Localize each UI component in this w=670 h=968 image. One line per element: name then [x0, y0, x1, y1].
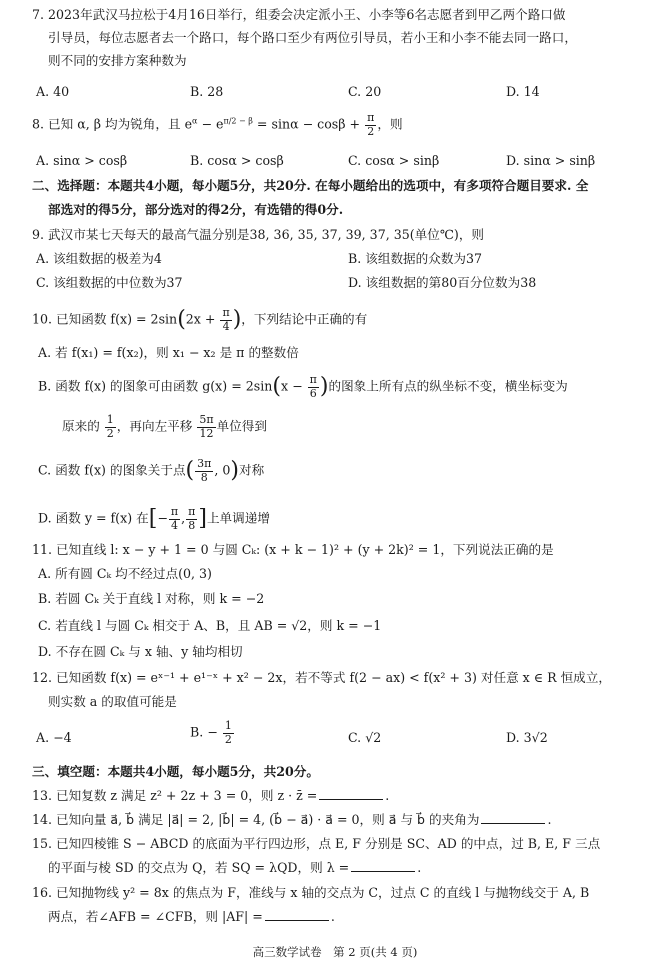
q12-b-a: B. − — [190, 724, 218, 740]
q8-prefix: 8. 已知 α, β 均为锐角，且 e — [32, 116, 193, 132]
section3-heading: 三、填空题：本题共4小题，每小题5分，共20分。 — [32, 764, 319, 779]
q10-b2-b: ，再向左平移 — [116, 418, 193, 434]
q10-b2-frac2-d: 12 — [199, 426, 214, 440]
q15-end: . — [417, 860, 422, 875]
q12-option-c: C. √2 — [348, 730, 382, 745]
q7-option-d: D. 14 — [506, 84, 540, 99]
q7-line3: 则不同的安排方案种数为 — [48, 53, 187, 68]
q7-line2: 引导员，每位志愿者去一个路口，每个路口至少有两位引导员，若小王和小李不能去同一路口， — [48, 30, 577, 45]
q10-b-a: B. 函数 f(x) 的图象可由函数 g(x) = 2sin — [38, 378, 273, 394]
section2-line2: 部选对的得5分，部分选对的得2分，有选错的得0分. — [48, 202, 344, 217]
q10-c-fraction — [195, 458, 213, 484]
q15-line1: 15. 已知四棱锥 S − ABCD 的底面为平行四边形，点 E, F 分别是 SC、AD 的中点，过 B, E, F 三点 — [32, 836, 601, 851]
q13-end: . — [385, 788, 390, 803]
q9-option-c: C. 该组数据的中位数为37 — [36, 275, 183, 290]
q12-b-frac-d: 2 — [224, 732, 232, 746]
q8-end: ，则 — [377, 116, 403, 132]
q10-c-b: , 0 — [214, 462, 231, 478]
q10-b-frac-d: 6 — [309, 386, 317, 400]
q12-line2: 则实数 a 的取值可能是 — [48, 694, 177, 709]
q10-d-frac1-n: π — [170, 505, 179, 518]
q11-stem: 11. 已知直线 l: x − y + 1 = 0 与圆 Cₖ: (x + k − 1)² + (y + 2k)² = 1，下列说法正确的是 — [32, 542, 554, 557]
q11-option-c: C. 若直线 l 与圆 Cₖ 相交于 A、B，且 AB = √2，则 k = −1 — [38, 618, 382, 633]
q9-stem: 9. 武汉市某七天每天的最高气温分别是38, 36, 35, 37, 39, 37, 35(单位℃)，则 — [32, 227, 485, 242]
q8-mid: − e — [197, 116, 224, 132]
q10-stem: 10. 已知函数 f(x) = 2sin(2x + $\frac{\pi}{4}$ )，下列结论中正确的有 — [32, 306, 368, 333]
q10-b2-c: 单位得到 — [216, 418, 267, 434]
q12-line1: 12. 已知函数 f(x) = eˣ⁻¹ + e¹⁻ˣ + x² − 2x，若不等式 f(2 − ax) < f(x² + 3) 对任意 x ∈ R 恒成立， — [32, 670, 611, 685]
q13-text: 13. 已知复数 z 满足 z² + 2z + 3 = 0，则 z · z̄ = — [32, 788, 318, 803]
q15-line2-text: 的平面与棱 SD 的交点为 Q，若 SQ = λQD，则 λ = — [48, 860, 350, 875]
q15-answer-blank[interactable] — [351, 861, 415, 872]
q9-option-d: D. 该组数据的第80百分位数为38 — [348, 275, 537, 290]
q16-answer-blank[interactable] — [265, 910, 329, 921]
page-footer: 高三数学试卷 第 2 页(共 4 页) — [252, 945, 418, 959]
q10-d-frac2-n: π — [188, 505, 196, 518]
q10-stem-frac-d: 4 — [222, 319, 230, 333]
q10-stem-b: ，下列结论中正确的有 — [241, 311, 368, 327]
q10-stem-a: 10. 已知函数 f(x) = 2sin — [32, 311, 178, 327]
q10-b2-fraction1 — [105, 414, 116, 440]
q10-b-fraction — [308, 374, 319, 400]
q14 — [32, 811, 640, 830]
q7-option-b: B. 28 — [190, 84, 224, 99]
q10-stem-fraction — [220, 307, 231, 333]
q12-option-d: D. 3√2 — [506, 730, 548, 745]
q10-option-a: A. 若 f(x₁) = f(x₂)，则 x₁ − x₂ 是 π 的整数倍 — [38, 345, 299, 360]
q10-d-fraction1 — [169, 506, 180, 532]
q8-option-c: C. cosα > sinβ — [348, 153, 440, 168]
q7-option-c: C. 20 — [348, 84, 382, 99]
q12-b-frac-n: 1 — [224, 719, 232, 732]
q12-option-b — [190, 720, 235, 746]
section2-line1: 二、选择题：本题共4小题，每小题5分，共20分. 在每小题给出的选项中，有多项符合题目要求. 全 — [32, 178, 589, 193]
q12-option-a: A. −4 — [36, 730, 72, 745]
q10-d-frac2-d: 8 — [188, 518, 196, 532]
q11-option-d: D. 不存在圆 Cₖ 与 x 轴、y 轴均相切 — [38, 644, 243, 659]
q8-option-d: D. sinα > sinβ — [506, 153, 596, 168]
q10-d-fraction2 — [186, 506, 197, 532]
q7-line1: 7. 2023年武汉马拉松于4月16日举行，组委会决定派小王、小李等6名志愿者到甲乙两个路口做 — [32, 7, 566, 22]
q8-fraction — [365, 112, 376, 138]
q10-stem-arg: 2x + — [185, 311, 216, 327]
q10-option-b: B. 函数 f(x) 的图象可由函数 g(x) = 2sin(x − $\frac{\pi}{6}$ )的图象上所有点的纵坐标不变，横坐标变为 — [38, 373, 568, 400]
q8-option-a: A. sinα > cosβ — [36, 153, 128, 168]
q10-d-a: D. 函数 y = f(x) 在 — [38, 510, 149, 526]
q8-option-b: B. cosα > cosβ — [190, 153, 284, 168]
q11-option-b: B. 若圆 Cₖ 关于直线 l 对称，则 k = −2 — [38, 591, 265, 606]
q16-end: . — [330, 909, 335, 924]
q14-text: 14. 已知向量 a⃗, b⃗ 满足 |a⃗| = 2, |b⃗| = 4, (b⃗ − a⃗) · a⃗ = 0，则 a⃗ 与 b⃗ 的夹角为 — [32, 812, 480, 827]
q16-line2 — [48, 908, 640, 927]
q8-frac-d: 2 — [367, 124, 375, 138]
q14-end: . — [547, 812, 552, 827]
q15-line2 — [48, 859, 640, 878]
q10-c-frac-n: 3π — [197, 457, 212, 470]
q12-b-fraction — [223, 720, 234, 746]
q9-option-a: A. 该组数据的极差为4 — [36, 251, 162, 266]
q10-b-b: 的图象上所有点的纵坐标不变，横坐标变为 — [328, 378, 568, 394]
q10-b2-frac1-d: 2 — [106, 426, 114, 440]
q8-stem — [32, 112, 640, 138]
q10-b2-fraction2 — [197, 414, 215, 440]
q13-answer-blank[interactable] — [319, 789, 383, 800]
q10-d-b: 上单调递增 — [206, 510, 270, 526]
q13 — [32, 787, 640, 806]
q16-line2-text: 两点，若∠AFB = ∠CFB，则 |AF| = — [48, 909, 263, 924]
q10-b2-a: 原来的 — [62, 418, 100, 434]
q10-b-frac-n: π — [309, 373, 317, 386]
q10-b-arg: x − — [280, 378, 303, 394]
q10-c-frac-d: 8 — [200, 470, 208, 484]
q10-c-a: C. 函数 f(x) 的图象关于点 — [38, 462, 186, 478]
q10-b2-frac1-n: 1 — [106, 413, 114, 426]
q7-option-a: A. 40 — [36, 84, 70, 99]
q10-option-b-line2 — [62, 414, 640, 440]
q10-option-c: C. 函数 f(x) 的图象关于点( $\frac{3\pi}{8}$ , 0)对称 — [38, 457, 265, 484]
q10-c-c: 对称 — [239, 462, 265, 478]
q9-option-b: B. 该组数据的众数为37 — [348, 251, 483, 266]
q16-line1: 16. 已知抛物线 y² = 8x 的焦点为 F，准线与 x 轴的交点为 C，过点 C 的直线 l 与抛物线交于 A, B — [32, 885, 590, 900]
q14-answer-blank[interactable] — [481, 813, 545, 824]
q10-option-d: D. 函数 y = f(x) 在[− $\frac{\pi}{4}$ , $\frac{\pi}{8}$ ]上单调递增 — [38, 505, 270, 532]
q10-d-frac1-d: 4 — [170, 518, 178, 532]
q8-frac-n: π — [367, 111, 375, 124]
q8-tail: = sinα − cosβ + — [252, 116, 361, 132]
q11-option-a: A. 所有圆 Cₖ 均不经过点(0, 3) — [38, 566, 212, 581]
q8-exp2: π/2 − β — [223, 116, 253, 126]
q10-stem-frac-n: π — [222, 306, 230, 319]
q8-exp1: α — [192, 116, 198, 126]
q10-b2-frac2-n: 5π — [199, 413, 214, 426]
